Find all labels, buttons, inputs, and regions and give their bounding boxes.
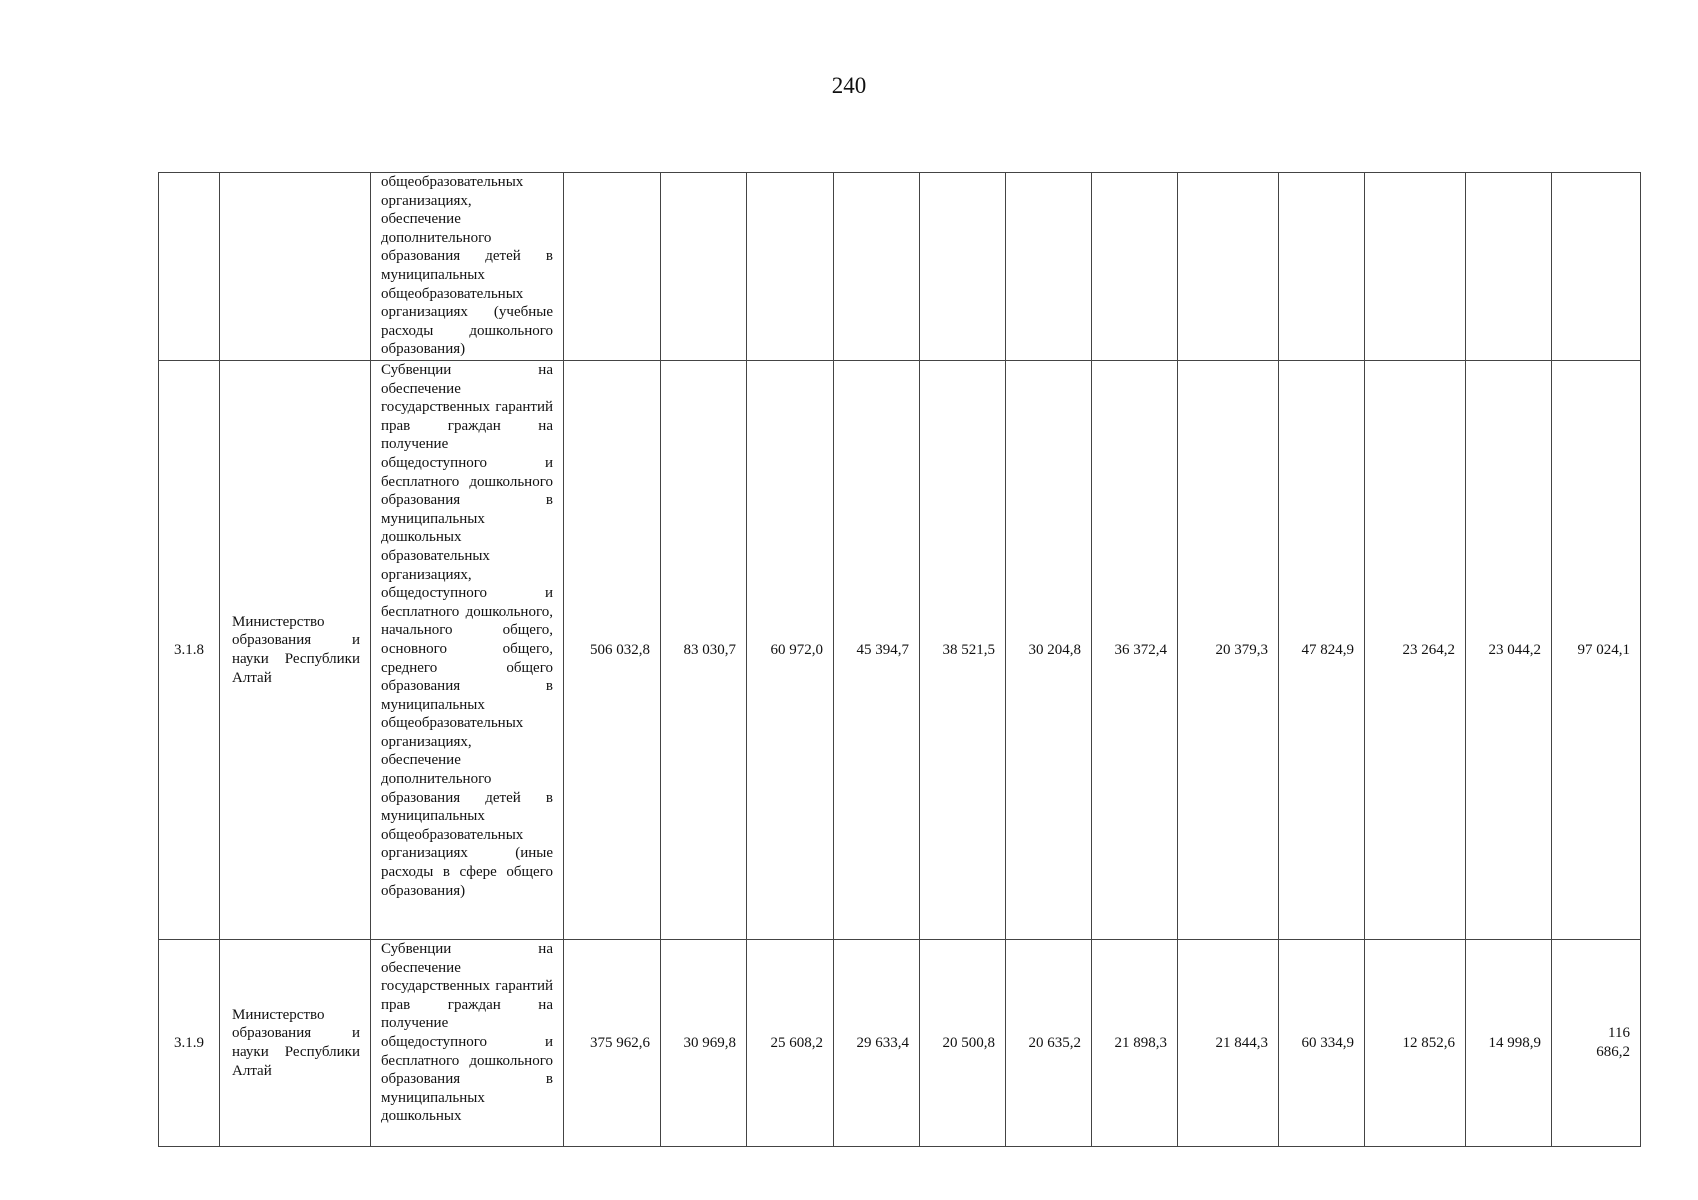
value-cell: 506 032,8 xyxy=(564,361,661,940)
value-cell xyxy=(1092,173,1178,361)
value-cell: 29 633,4 xyxy=(834,940,920,1147)
row-number: 3.1.9 xyxy=(159,940,220,1147)
table-row xyxy=(159,361,1641,940)
value-cell: 21 898,3 xyxy=(1092,940,1178,1147)
value-cell xyxy=(1365,173,1466,361)
value-cell xyxy=(1006,173,1092,361)
value-cell: 97 024,1 xyxy=(1552,361,1641,940)
budget-table xyxy=(158,172,1641,1147)
value-cell: 116 686,2 xyxy=(1552,940,1641,1147)
value-cell: 20 500,8 xyxy=(920,940,1006,1147)
value-cell xyxy=(564,173,661,361)
value-cell: 12 852,6 xyxy=(1365,940,1466,1147)
page-number: 240 xyxy=(831,73,867,98)
value-cell: 375 962,6 xyxy=(564,940,661,1147)
table-row xyxy=(159,940,1641,1147)
description-cell: общеобразовательных организациях, обеспечение дополнительного образования детей в муниципальных общеобразовательных организациях (учебные расходы дошкольного образования) xyxy=(371,173,564,361)
value-cell: 60 972,0 xyxy=(747,361,834,940)
organization-cell: Министерство образования и науки Республики Алтай xyxy=(220,940,371,1147)
value-cell: 25 608,2 xyxy=(747,940,834,1147)
description-cell: Субвенции на обеспечение государственных гарантий прав граждан на получение общедоступного и бесплатного дошкольного образования в муниципальных дошкольных образовательных организациях, общедоступного и бесплатного дошкольного, начального общего, основного общего, среднего общего образования в муниципальных общеобразовательных организациях, обеспечение дополнительного образования детей в муниципальных общеобразовательных организациях (иные расходы в сфере общего образования) xyxy=(371,361,564,940)
organization-cell: Министерство образования и науки Республики Алтай xyxy=(220,361,371,940)
value-cell xyxy=(1552,173,1641,361)
value-cell: 30 204,8 xyxy=(1006,361,1092,940)
value-cell xyxy=(747,173,834,361)
value-cell: 83 030,7 xyxy=(661,361,747,940)
organization-cell xyxy=(220,173,371,361)
value-cell: 21 844,3 xyxy=(1178,940,1279,1147)
value-cell xyxy=(1279,173,1365,361)
value-cell xyxy=(834,173,920,361)
value-cell: 23 044,2 xyxy=(1466,361,1552,940)
value-cell: 60 334,9 xyxy=(1279,940,1365,1147)
value-cell: 45 394,7 xyxy=(834,361,920,940)
row-number xyxy=(159,173,220,361)
value-cell: 20 379,3 xyxy=(1178,361,1279,940)
row-number: 3.1.8 xyxy=(159,361,220,940)
table-row xyxy=(159,173,1641,361)
value-cell xyxy=(1178,173,1279,361)
value-cell: 14 998,9 xyxy=(1466,940,1552,1147)
value-cell xyxy=(1466,173,1552,361)
value-cell: 47 824,9 xyxy=(1279,361,1365,940)
value-cell: 23 264,2 xyxy=(1365,361,1466,940)
value-cell xyxy=(661,173,747,361)
description-cell: Субвенции на обеспечение государственных гарантий прав граждан на получение общедоступного и бесплатного дошкольного образования в муниципальных дошкольных xyxy=(371,940,564,1147)
value-cell: 30 969,8 xyxy=(661,940,747,1147)
value-cell: 36 372,4 xyxy=(1092,361,1178,940)
value-cell: 20 635,2 xyxy=(1006,940,1092,1147)
value-cell xyxy=(920,173,1006,361)
value-cell: 38 521,5 xyxy=(920,361,1006,940)
